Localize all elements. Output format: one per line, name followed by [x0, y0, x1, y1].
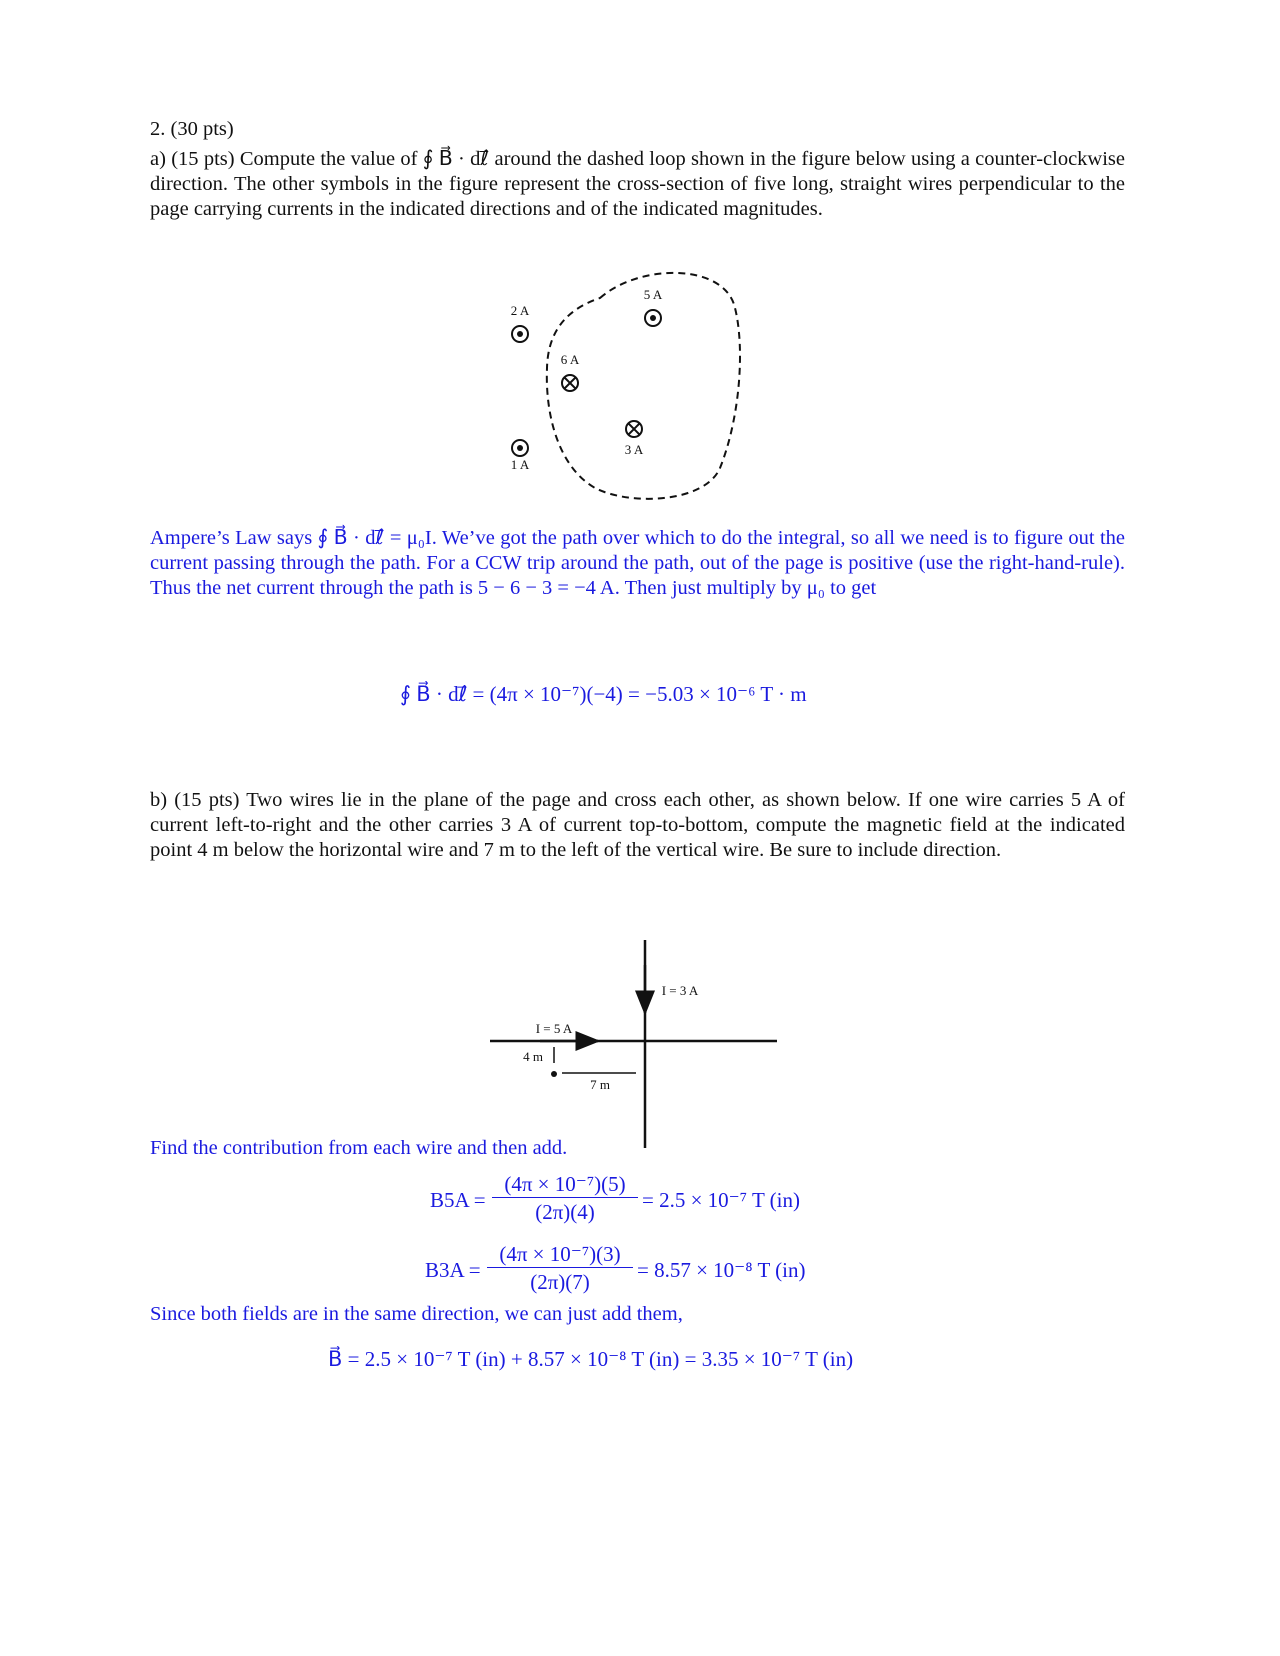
wire-label-6a: 6 A: [560, 352, 580, 367]
solution-a-text: Ampere’s Law says ∮ B⃗ · dℓ⃗ = μ₀I. We’ve got the path over which to do the integral, so all we need is to figure out the current passing through the path. For a CCW trip around the path, out of the page is positive (use the right-hand-rule). Thus the net current through the path is 5 − 6 − 3 = −4 A. Then just multiply by μ₀ to get: [150, 527, 1125, 599]
solution-a-equation: ∮ B⃗ · dℓ⃗ = (4π × 10⁻⁷)(−4) = −5.03 × 10⁻⁶ T · m: [400, 682, 807, 706]
part-b-statement: b) (15 pts) Two wires lie in the plane of the page and cross each other, as shown below. If one wire carries 5 A of current left-to-right and the other carries 3 A of current top-to-bottom, compute the magnetic field at the indicated point 4 m below the horizontal wire and 7 m to the left of the vertical wire. Be sure to include direction.: [150, 789, 1125, 861]
b5a-denominator: (2π)(4): [492, 1197, 638, 1225]
b5a-numerator: (4π × 10⁻⁷)(5): [504, 1172, 626, 1196]
solution-b-since: Since both fields are in the same direction, we can just add them,: [150, 1303, 683, 1325]
wire-out-of-page-icon: [512, 326, 528, 342]
wire-out-of-page-icon: [512, 440, 528, 456]
wire-out-of-page-icon: [645, 310, 661, 326]
b5a-result: = 2.5 × 10⁻⁷ T (in): [642, 1188, 800, 1212]
solution-b-intro: Find the contribution from each wire and then add.: [150, 1137, 568, 1159]
b3a-denominator: (2π)(7): [487, 1267, 633, 1295]
b5a-fraction: [492, 1172, 638, 1225]
b3a-numerator: (4π × 10⁻⁷)(3): [499, 1242, 621, 1266]
wire-into-page-icon: [562, 375, 578, 391]
solution-b-total: B⃗ = 2.5 × 10⁻⁷ T (in) + 8.57 × 10⁻⁸ T (in) = 3.35 × 10⁻⁷ T (in): [328, 1347, 854, 1371]
wire-label-2a: 2 A: [510, 303, 530, 318]
b5a-lhs: B5A =: [430, 1188, 486, 1212]
b3a-fraction: [487, 1242, 633, 1295]
problem-heading: 2. (30 pts): [150, 118, 234, 140]
vertical-distance-label: 4 m: [523, 1049, 543, 1064]
wire-label-5a: 5 A: [643, 287, 663, 302]
figure-a-ampere-loop: [490, 268, 750, 513]
vertical-current-label: I = 3 A: [661, 983, 699, 998]
figure-b-crossed-wires: [480, 935, 790, 1155]
dashed-amperian-loop: [547, 273, 740, 499]
wire-into-page-icon: [626, 421, 642, 437]
field-point: [551, 1071, 557, 1077]
b3a-lhs: B3A =: [425, 1258, 481, 1282]
part-a-statement: a) (15 pts) Compute the value of ∮ B⃗ · dℓ⃗ around the dashed loop shown in the figure below using a counter-clockwise direction. The other symbols in the figure represent the cross-section of five long, straight wires perpendicular to the page carrying currents in the indicated directions and of the indicated magnitudes.: [150, 148, 1125, 220]
wire-label-3a: 3 A: [624, 442, 644, 457]
horizontal-distance-label: 7 m: [590, 1077, 610, 1092]
horizontal-current-label: I = 5 A: [535, 1021, 573, 1036]
wire-label-1a: 1 A: [510, 457, 530, 472]
b3a-result: = 8.57 × 10⁻⁸ T (in): [637, 1258, 806, 1282]
